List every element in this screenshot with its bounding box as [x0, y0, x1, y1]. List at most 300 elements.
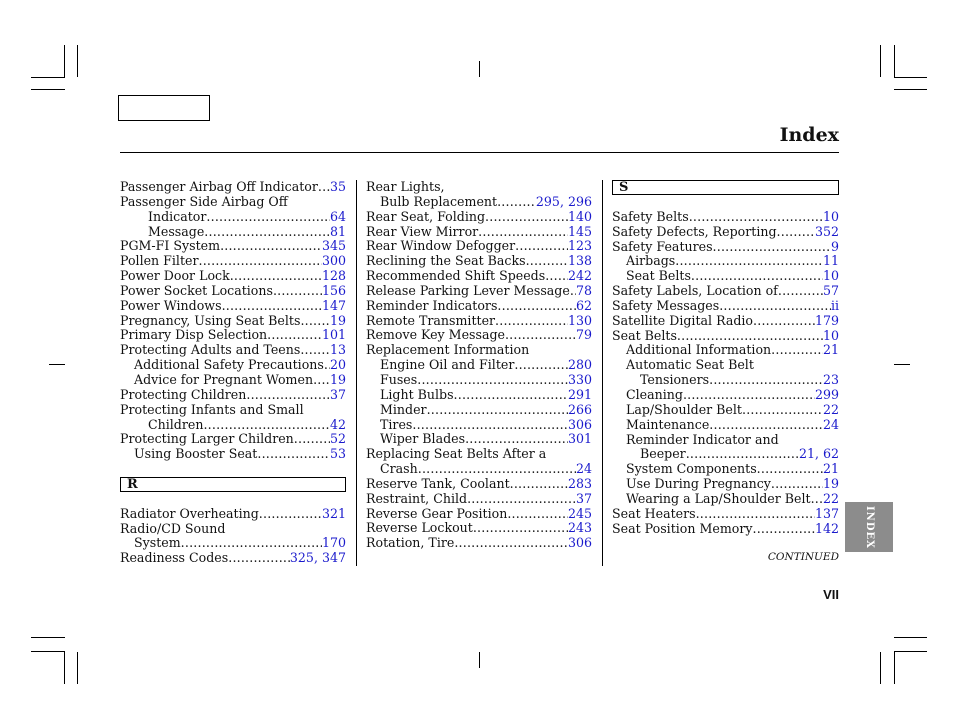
index-entry [366, 521, 592, 536]
page-link[interactable]: 21, 62 [798, 446, 839, 462]
index-term: Radio/CD Sound [120, 520, 226, 536]
page-link[interactable]: 101 [321, 327, 346, 343]
index-entry [120, 210, 346, 225]
index-term: Bulb Replacement [380, 193, 498, 209]
leader-dots [778, 284, 823, 299]
index-entry [366, 284, 592, 299]
index-entry [612, 358, 839, 373]
page-link[interactable]: 325, 347 [289, 550, 346, 566]
index-entry [366, 373, 592, 388]
page-link[interactable]: 170 [321, 535, 346, 551]
page-link[interactable]: 13 [329, 342, 346, 358]
index-term: Protecting Adults and Teens [120, 342, 301, 358]
leader-dots [427, 403, 568, 418]
index-term: Reclining the Seat Backs [366, 253, 526, 269]
index-term: Advice for Pregnant Women [134, 371, 314, 387]
index-term: Indicator [148, 208, 207, 224]
index-term: Safety Labels, Location of [612, 283, 778, 299]
index-entry [120, 239, 346, 254]
page-link[interactable]: ii [830, 297, 839, 313]
index-term: Rear Window Defogger [366, 238, 516, 254]
leader-dots [300, 343, 330, 358]
index-term: Rear View Mirror [366, 223, 479, 239]
index-entry [366, 403, 592, 418]
crop-mark [77, 45, 78, 77]
leader-dots [454, 388, 568, 403]
index-entry [120, 388, 346, 403]
leader-dots [204, 225, 330, 240]
page-link[interactable]: 283 [567, 475, 592, 491]
index-entry [120, 225, 346, 240]
index-term: Power Door Lock [120, 268, 230, 284]
page-link[interactable]: 245 [567, 505, 592, 521]
index-term: Rear Lights, [366, 179, 445, 194]
index-term: Maintenance [626, 416, 710, 432]
index-entry [612, 433, 839, 448]
leader-dots [412, 418, 568, 433]
index-entry [366, 447, 592, 462]
page-link[interactable]: 266 [567, 401, 592, 417]
leader-dots [514, 358, 568, 373]
index-term: System Components [626, 461, 757, 477]
index-entry [120, 299, 346, 314]
page-link[interactable]: 79 [575, 327, 592, 343]
crop-mark [894, 651, 927, 652]
page-number: VII [823, 587, 839, 602]
index-entry [612, 447, 839, 462]
index-entry [120, 284, 346, 299]
page-title: Index [779, 124, 839, 146]
index-term: Passenger Side Airbag Off [120, 193, 288, 209]
crop-mark [31, 651, 65, 652]
crop-mark [64, 45, 65, 77]
crop-mark [479, 61, 480, 77]
index-entry [366, 418, 592, 433]
page-link[interactable]: 52 [329, 431, 346, 447]
index-term: Replacing Seat Belts After a [366, 446, 547, 462]
page-link[interactable]: 64 [329, 208, 346, 224]
index-term: Radiator Overheating [120, 505, 259, 521]
leader-dots [230, 269, 322, 284]
page-link[interactable]: 300 [321, 253, 346, 269]
index-entry [612, 462, 839, 477]
index-entry [366, 536, 592, 551]
leader-dots [206, 210, 330, 225]
page-link[interactable]: 179 [814, 312, 839, 328]
leader-dots [811, 492, 823, 507]
leader-dots [273, 284, 322, 299]
leader-dots [507, 507, 568, 522]
section-letter-s: S [612, 180, 839, 195]
crop-mark [894, 637, 927, 638]
page-link[interactable]: 147 [321, 297, 346, 313]
index-term: Reverse Lockout [366, 520, 473, 536]
leader-dots [203, 418, 330, 433]
page-link[interactable]: 35 [329, 179, 346, 194]
page-link[interactable]: 10 [822, 268, 839, 284]
index-entry [612, 329, 839, 344]
page-link[interactable]: 301 [567, 431, 592, 447]
leader-dots [478, 225, 568, 240]
index-entry [120, 418, 346, 433]
index-term: Use During Pregnancy [626, 476, 771, 492]
section-letter-r: R [120, 477, 346, 492]
page-link[interactable]: 62 [575, 297, 592, 313]
leader-dots [467, 492, 576, 507]
index-entry [366, 388, 592, 403]
page-link[interactable]: 22 [822, 401, 839, 417]
index-entry [120, 403, 346, 418]
index-entry [366, 195, 592, 210]
leader-dots [719, 299, 831, 314]
index-term: Reverse Gear Position [366, 505, 508, 521]
index-term: Using Booster Seat [134, 446, 258, 462]
page-link[interactable]: 42 [329, 416, 346, 432]
index-term: Airbags [626, 253, 676, 269]
page-link[interactable]: 295, 296 [535, 193, 592, 209]
crop-mark [880, 45, 881, 77]
index-column-2 [366, 180, 592, 551]
page-link[interactable]: 130 [567, 312, 592, 328]
index-entry [120, 507, 346, 522]
index-term: Light Bulbs [380, 386, 454, 402]
index-term: Power Socket Locations [120, 282, 273, 298]
page-link[interactable]: 9 [830, 238, 839, 254]
index-entry [366, 358, 592, 373]
page-link[interactable]: 24 [575, 461, 592, 477]
leader-dots [709, 373, 823, 388]
index-term: Reserve Tank, Coolant [366, 475, 510, 491]
index-term: Tires [380, 416, 413, 432]
page-link[interactable]: 21 [822, 342, 839, 358]
index-term: Minder [380, 401, 427, 417]
leader-dots [686, 447, 799, 462]
crop-mark [880, 652, 881, 684]
leader-dots [294, 432, 330, 447]
index-term: Additional Safety Precautions [134, 357, 324, 373]
crop-mark [77, 652, 78, 684]
index-term: Protecting Infants and Small [120, 401, 304, 417]
spacer [120, 462, 346, 477]
index-entry [612, 254, 839, 269]
index-entry [612, 240, 839, 255]
spacer [612, 195, 839, 210]
page-link[interactable]: 138 [567, 253, 592, 269]
leader-dots [505, 328, 576, 343]
crop-mark [49, 364, 65, 365]
page-link[interactable]: 37 [329, 386, 346, 402]
index-tab-label: INDEX [864, 505, 875, 549]
index-entry [366, 314, 592, 329]
entry-list [612, 210, 839, 537]
index-term: Wearing a Lap/Shoulder Belt [626, 490, 811, 506]
leader-dots [220, 239, 322, 254]
page-link[interactable]: 20 [329, 357, 346, 373]
leader-dots [683, 388, 815, 403]
index-entry [366, 269, 592, 284]
index-term: Reminder Indicator and [626, 431, 779, 447]
index-entry [120, 551, 346, 566]
index-term: Children [148, 416, 204, 432]
page-link[interactable]: 299 [814, 386, 839, 402]
index-entry [612, 314, 839, 329]
leader-dots [689, 210, 823, 225]
index-entry [366, 477, 592, 492]
leader-dots [199, 254, 322, 269]
page-link[interactable]: 23 [822, 372, 839, 388]
index-term: Primary Disp Selection [120, 327, 268, 343]
index-entry [366, 210, 592, 225]
spacer [120, 492, 346, 507]
index-term: Passenger Airbag Off Indicator [120, 179, 318, 194]
leader-dots [497, 195, 536, 210]
leader-dots [757, 462, 823, 477]
entry-list [120, 180, 346, 462]
page-link[interactable]: 19 [329, 371, 346, 387]
index-term: Cleaning [626, 386, 683, 402]
index-entry [612, 284, 839, 299]
page-link[interactable]: 330 [567, 371, 592, 387]
index-term: Recommended Shift Speeds [366, 268, 546, 284]
index-term: Rotation, Tire [366, 535, 455, 551]
index-term: Remote Transmitter [366, 312, 496, 328]
leader-dots [510, 477, 568, 492]
index-term: Beeper [640, 446, 686, 462]
page-link[interactable]: 10 [822, 327, 839, 343]
index-term: Lap/Shoulder Belt [626, 401, 742, 417]
leader-dots [545, 269, 568, 284]
leader-dots [417, 373, 568, 388]
page-link[interactable]: 321 [321, 505, 346, 521]
index-entry [366, 254, 592, 269]
index-term: Protecting Larger Children [120, 431, 294, 447]
index-term: Seat Belts [612, 327, 677, 343]
page-link[interactable]: 306 [567, 535, 592, 551]
leader-dots [300, 314, 330, 329]
index-entry [120, 195, 346, 210]
title-rule [120, 152, 839, 153]
index-term: Restraint, Child [366, 490, 468, 506]
index-term: Safety Belts [612, 208, 689, 224]
index-term: Replacement Information [366, 342, 530, 358]
page-link[interactable]: 21 [822, 461, 839, 477]
index-term: Release Parking Lever Message [366, 282, 570, 298]
index-term: Seat Belts [626, 268, 691, 284]
index-entry [366, 180, 592, 195]
header-box [118, 95, 210, 121]
crop-mark [31, 637, 65, 638]
index-term: Seat Position Memory [612, 520, 753, 536]
page-link[interactable]: 22 [822, 490, 839, 506]
index-entry [366, 462, 592, 477]
leader-dots [181, 536, 322, 551]
page-link[interactable]: 78 [575, 282, 592, 298]
index-term: Crash [380, 461, 418, 477]
page-link[interactable]: 352 [814, 223, 839, 239]
index-entry [612, 269, 839, 284]
leader-dots [485, 210, 568, 225]
leader-dots [771, 477, 823, 492]
page-link[interactable]: 243 [567, 520, 592, 536]
leader-dots [515, 239, 568, 254]
index-term: Remove Key Message [366, 327, 505, 343]
index-term: Message [148, 223, 205, 239]
page-link[interactable]: 24 [822, 416, 839, 432]
index-term: Seat Heaters [612, 505, 696, 521]
crop-mark [31, 77, 65, 78]
page-link[interactable]: 81 [329, 223, 346, 239]
index-term: Protecting Children [120, 386, 247, 402]
leader-dots [677, 329, 823, 344]
page-link[interactable]: 306 [567, 416, 592, 432]
index-term: Automatic Seat Belt [626, 357, 754, 373]
index-entry [120, 536, 346, 551]
index-term: Readiness Codes [120, 550, 229, 566]
page-link[interactable]: 140 [567, 208, 592, 224]
leader-dots [526, 254, 568, 269]
index-term: Pregnancy, Using Seat Belts [120, 312, 301, 328]
leader-dots [418, 462, 576, 477]
index-term: Wiper Blades [380, 431, 466, 447]
index-term: Tensioners [640, 372, 710, 388]
column-divider [356, 180, 357, 566]
index-entry [612, 418, 839, 433]
leader-dots [771, 343, 823, 358]
leader-dots [259, 507, 322, 522]
index-term: Power Windows [120, 297, 222, 313]
leader-dots [495, 314, 568, 329]
index-term: Safety Defects, Reporting [612, 223, 777, 239]
index-entry [612, 225, 839, 240]
index-entry [612, 299, 839, 314]
leader-dots [318, 180, 330, 195]
index-side-tab[interactable] [845, 502, 893, 552]
page-link[interactable]: 53 [329, 446, 346, 462]
page-link[interactable]: 10 [822, 208, 839, 224]
crop-mark [64, 652, 65, 684]
index-entry [366, 492, 592, 507]
leader-dots [246, 388, 330, 403]
index-entry [120, 254, 346, 269]
index-column-3 [612, 180, 839, 536]
index-term: Pollen Filter [120, 253, 199, 269]
page-link[interactable]: 128 [321, 268, 346, 284]
index-entry [612, 388, 839, 403]
leader-dots [777, 225, 815, 240]
crop-mark [894, 364, 910, 365]
index-term: Additional Information [626, 342, 772, 358]
index-entry [612, 373, 839, 388]
crop-mark [31, 89, 65, 90]
crop-mark [894, 45, 895, 77]
index-term: Reminder Indicators [366, 297, 498, 313]
leader-dots [465, 432, 568, 447]
index-term: Fuses [380, 371, 418, 387]
leader-dots [257, 447, 330, 462]
page-link[interactable]: 156 [321, 282, 346, 298]
leader-dots [267, 328, 322, 343]
page-link[interactable]: 123 [567, 238, 592, 254]
index-term: Engine Oil and Filter [380, 357, 515, 373]
page-link[interactable]: 345 [321, 238, 346, 254]
page-link[interactable]: 19 [329, 312, 346, 328]
index-column-1 [120, 180, 346, 566]
leader-dots [713, 240, 831, 255]
index-entry [120, 432, 346, 447]
index-entry [366, 328, 592, 343]
leader-dots [222, 299, 322, 314]
index-entry [612, 403, 839, 418]
page-link[interactable]: 57 [822, 283, 839, 299]
leader-dots [454, 536, 568, 551]
leader-dots [228, 551, 290, 566]
index-entry [366, 299, 592, 314]
index-entry [612, 507, 839, 522]
crop-mark [894, 77, 927, 78]
index-entry [366, 225, 592, 240]
index-entry [120, 522, 346, 537]
entry-list [366, 180, 592, 551]
leader-dots [675, 254, 823, 269]
page-link[interactable]: 242 [567, 268, 592, 284]
index-entry [366, 432, 592, 447]
column-divider [602, 180, 603, 566]
leader-dots [497, 299, 576, 314]
index-entry [120, 447, 346, 462]
index-entry [120, 373, 346, 388]
page-link[interactable]: 37 [575, 490, 592, 506]
continued-note: CONTINUED [767, 551, 839, 563]
index-term: Safety Features [612, 238, 713, 254]
crop-mark [894, 652, 895, 684]
index-entry [120, 343, 346, 358]
index-entry [612, 492, 839, 507]
index-entry [366, 343, 592, 358]
page-link[interactable]: 280 [567, 357, 592, 373]
index-entry [612, 210, 839, 225]
leader-dots [752, 522, 814, 537]
index-term: Rear Seat, Folding [366, 208, 486, 224]
entry-list [120, 507, 346, 566]
index-entry [120, 314, 346, 329]
leader-dots [753, 314, 815, 329]
index-entry [366, 239, 592, 254]
page-link[interactable]: 145 [567, 223, 592, 239]
index-entry [366, 507, 592, 522]
index-entry [120, 328, 346, 343]
leader-dots [473, 521, 568, 536]
page-link[interactable]: 137 [814, 505, 839, 521]
index-entry [120, 358, 346, 373]
index-term: PGM-FI System [120, 238, 221, 254]
index-entry [120, 180, 346, 195]
index-entry [612, 343, 839, 358]
leader-dots [313, 373, 330, 388]
index-term: Safety Messages [612, 297, 720, 313]
leader-dots [742, 403, 823, 418]
page-link[interactable]: 291 [567, 386, 592, 402]
crop-mark [479, 652, 480, 668]
leader-dots [709, 418, 823, 433]
index-entry [120, 269, 346, 284]
index-entry [612, 477, 839, 492]
index-entry [612, 522, 839, 537]
page-link[interactable]: 142 [814, 520, 839, 536]
page-link[interactable]: 19 [822, 476, 839, 492]
leader-dots [691, 269, 823, 284]
leader-dots [696, 507, 815, 522]
page-link[interactable]: 11 [822, 253, 839, 269]
